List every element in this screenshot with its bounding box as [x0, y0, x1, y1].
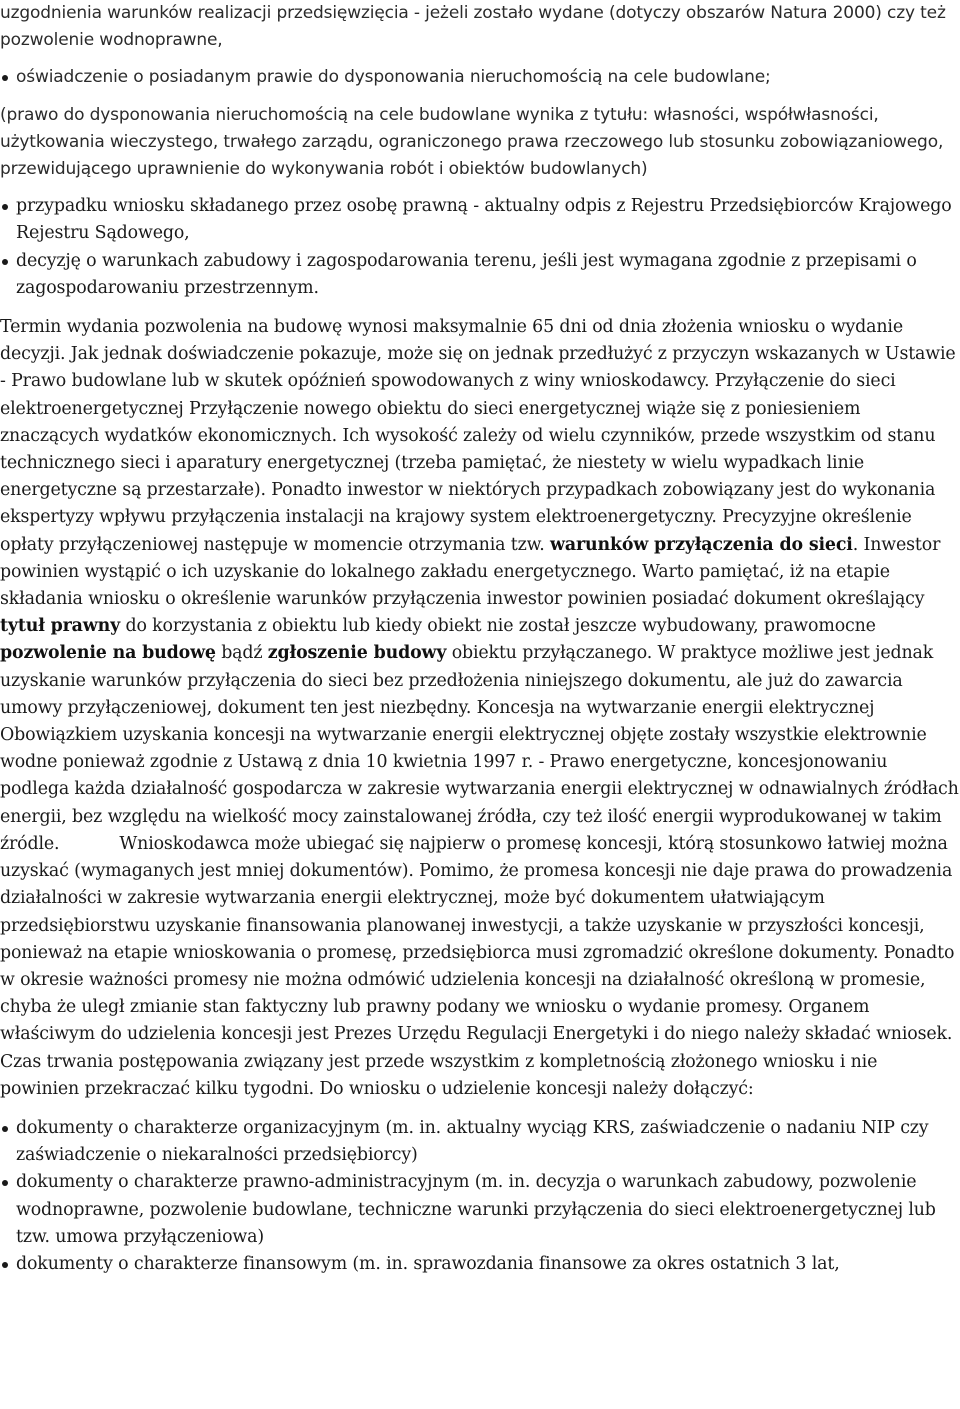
- body-text: do korzystania z obiektu lub kiedy obiekt nie został jeszcze wybudowany, prawomocne: [125, 616, 876, 637]
- list-item: oświadczenie o posiadanym prawie do dysponowania nieruchomością na cele budowlane;: [0, 64, 960, 91]
- bold-term-legal-title: tytuł prawny: [0, 616, 121, 637]
- list-item: przypadku wniosku składanego przez osobę prawną - aktualny odpis z Rejestru Przedsiębiorców Krajowego Rejestru Sądowego,: [0, 193, 960, 247]
- body-text: obiektu przyłączanego. W praktyce możliwe jest jednak uzyskanie warunków przyłączenia do sieci bez przedłożenia niniejszego dokumentu, ale już do zawarcia umowy przyłączeniowej, dokument ten jest niezbędny. Koncesja na wytwarzanie energii elektrycznej: [0, 643, 934, 718]
- body-text: Wnioskodawca może ubiegać się najpierw o promesę koncesji, którą stosunkowo łatwiej można uzyskać (wymaganych jest mniej dokumentów). Pomimo, że promesa koncesji nie daje prawa do prowadzenia działalności w zakresie wytwarzania energii elektrycznej, może być dokumentem ułatwiającym przedsiębiorstwu uzyskanie finansowania planowanej inwestycji, a także uzyskanie w przyszłości koncesji, ponieważ na etapie wnioskowania o promesę, przedsiębiorca musi zgromadzić określone dokumenty. Ponadto w okresie ważności promesy nie można odmówić udzielenia koncesji na działalność określoną w promesie, chyba że uległ zmianie stan faktyczny lub prawny podany we wniosku o wydanie promesy. Organem właściwym do udzielenia koncesji jest Prezes Urzędu Regulacji Energetyki i do niego należy składać wniosek. Czas trwania postępowania związany jest przede wszystkim z kompletnością złożonego wniosku i nie powinien przekraczać kilku tygodni. Do wniosku o udzielenie koncesji należy dołączyć:: [0, 833, 955, 1099]
- bullet-list-license-documents: [0, 1115, 960, 1278]
- list-item: dokumenty o charakterze organizacyjnym (m. in. aktualny wyciąg KRS, zaświadczenie o nadaniu NIP czy zaświadczenie o niekaralności przedsiębiorcy): [0, 1115, 960, 1169]
- bullet-list-requirements: [0, 193, 960, 302]
- body-text: Termin wydania pozwolenia na budowę wynosi maksymalnie 65 dni od dnia złożenia wniosku o wydanie decyzji. Jak jednak doświadczenie pokazuje, może się on jednak przedłużyć z przyczyn wskazanych w Ustawie - Prawo budowlane lub w skutek opóźnień spowodowanych z winy wnioskodawcy. Przyłączenie do sieci elektroenergetycznej Przyłączenie nowego obiektu do sieci energetycznej wiąże się z poniesieniem znaczących wydatków ekonomicznych. Ich wysokość zależy od wielu czynników, przede wszystkim od stanu technicznego sieci i aparatury energetycznej (trzeba pamiętać, że niestety w wielu wypadkach linie energetyczne są przestarzałe). Ponadto inwestor w niektórych przypadkach zobowiązany jest do wykonania ekspertyzy wpływu przyłączenia instalacji na krajowy system elektroenergetyczny. Precyzyjne określenie opłaty przyłączeniowej następuje w momencie otrzymania tzw.: [0, 317, 956, 555]
- body-text: bądź: [221, 643, 263, 664]
- bold-term-construction-notice: zgłoszenie budowy: [267, 643, 447, 664]
- bold-term-building-permit: pozwolenie na budowę: [0, 643, 216, 664]
- list-item: decyzję o warunkach zabudowy i zagospodarowania terenu, jeśli jest wymagana zgodnie z przepisami o zagospodarowaniu przestrzennym.: [0, 248, 960, 302]
- intro-continuation: uzgodnienia warunków realizacji przedsięwzięcia - jeżeli zostało wydane (dotyczy obszarów Natura 2000) czy też pozwolenie wodnoprawne,: [0, 3, 946, 51]
- ownership-note: (prawo do dysponowania nieruchomością na cele budowlane wynika z tytułu: własności, współwłasności, użytkowania wieczystego, trwałego zarządu, ograniczonego prawa rzeczowego lub stosunku zobowiązaniowego, przewidującego uprawnienie do wykonywania robót i obiektów budowlanych): [0, 104, 944, 180]
- list-item: dokumenty o charakterze prawno-administracyjnym (m. in. decyzja o warunkach zabudowy, pozwolenie wodnoprawne, pozwolenie budowlane, techniczne warunki przyłączenia do sieci elektroenergetycznej lub tzw. umowa przyłączeniowa): [0, 1169, 960, 1251]
- body-text: Obowiązkiem uzyskania koncesji na wytwarzanie energii elektrycznej objęte zostały wszystkie elektrownie wodne ponieważ zgodnie z Ustawą z dnia 10 kwietnia 1997 r. - Prawo energetyczne, koncesjonowaniu podlega każda działalność gospodarcza w zakresie wytwarzania energii elektrycznej w odnawialnych źródłach energii, bez względu na wielkość mocy zainstalowanej źródła, czy też ilość energii wyprodukowanej w takim źródle.: [0, 725, 959, 854]
- bullet-list-ownership: [0, 64, 960, 91]
- bold-term-connection-conditions: warunków przyłączenia do sieci: [550, 534, 853, 555]
- list-item: dokumenty o charakterze finansowym (m. in. sprawozdania finansowe za okres ostatnich 3 lat,: [0, 1251, 960, 1278]
- main-paragraph: [0, 314, 960, 1103]
- body-text: . Inwestor powinien wystąpić o ich uzyskanie do lokalnego zakładu energetycznego. Warto pamiętać, iż na etapie składania wniosku o określenie warunków przyłączenia inwestor powinien posiadać dokument określający: [0, 534, 941, 610]
